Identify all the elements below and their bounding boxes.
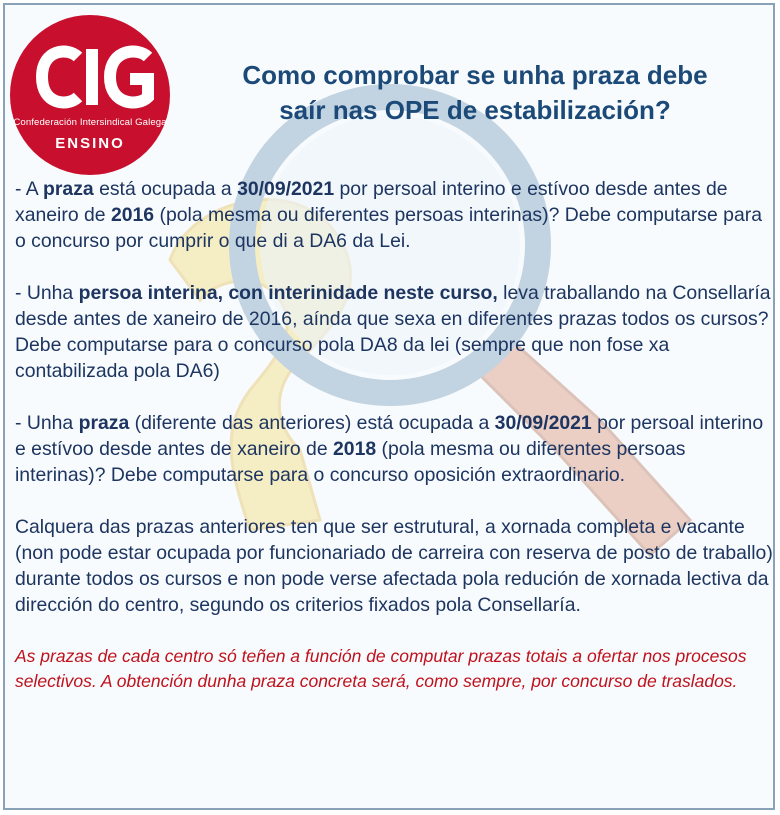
paragraph-2 bbox=[15, 280, 773, 384]
page-title bbox=[185, 58, 765, 128]
p3-text-1: - Unha bbox=[15, 412, 79, 434]
logo-subtitle: Confederación Intersindical Galega bbox=[13, 117, 167, 128]
p1-text-4: (pola mesma ou diferentes persoas interinas)? Debe computarse para o concurso por cumprir o que di a DA6 da Lei. bbox=[15, 204, 762, 252]
p3-bold-year: 2018 bbox=[333, 438, 377, 460]
logo-ensino: ENSINO bbox=[55, 135, 125, 152]
content-body bbox=[15, 176, 773, 720]
note-paragraph: As prazas de cada centro só teñen a función de computar prazas totais a ofertar nos procesos selectivos. A obtención dunha praza concreta será, como sempre, por concurso de traslados. bbox=[15, 646, 747, 691]
p2-bold-persoa: persoa interina, con interinidade neste curso, bbox=[78, 282, 498, 304]
p1-text-2: está ocupada a bbox=[93, 178, 238, 200]
p3-bold-date: 30/09/2021 bbox=[494, 412, 592, 434]
paragraph-3 bbox=[15, 410, 773, 488]
p3-text-3: por persoal interino e estívoo desde antes de xaneiro de bbox=[15, 412, 764, 460]
title-line-2: saír nas OPE de estabilización? bbox=[279, 95, 671, 125]
paragraph-4: Calquera das prazas anteriores ten que ser estrutural, a xornada completa e vacante (non pode estar ocupada por funcionariado de carreira con reserva de posto de traballo) durante todos os cursos e non pode verse afectada pola redución de xornada lectiva da dirección do centro, segundo os criterios fixados pola Consellaría. bbox=[15, 516, 773, 616]
p1-text-3: por persoal interino e estívoo desde antes de xaneiro de bbox=[15, 178, 728, 226]
p1-text-1: - A bbox=[15, 178, 44, 200]
title-line-1: Como comprobar se unha praza debe bbox=[242, 60, 708, 90]
p3-text-4: (pola mesma ou diferentes persoas interinas)? Debe computarse para o concurso oposición extraordinario. bbox=[15, 438, 686, 486]
cig-logo bbox=[10, 15, 170, 175]
p2-text-2: leva traballando na Consellaría desde antes de xaneiro de 2016, aínda que sexa en diferentes prazas todos os cursos? Debe computarse para o concurso pola DA8 da lei (sempre que non fose xa contabilizada pola DA6) bbox=[15, 282, 771, 382]
paragraph-1 bbox=[15, 176, 773, 254]
p2-text-1: - Unha bbox=[15, 282, 79, 304]
p3-text-2: (diferente das anteriores) está ocupada a bbox=[129, 412, 495, 434]
p1-bold-year: 2016 bbox=[110, 204, 155, 226]
p1-bold-praza: praza bbox=[43, 178, 94, 200]
p1-bold-date: 30/09/2021 bbox=[237, 178, 335, 200]
p3-bold-praza: praza bbox=[78, 412, 130, 434]
cig-logo-mark-icon bbox=[10, 37, 170, 117]
